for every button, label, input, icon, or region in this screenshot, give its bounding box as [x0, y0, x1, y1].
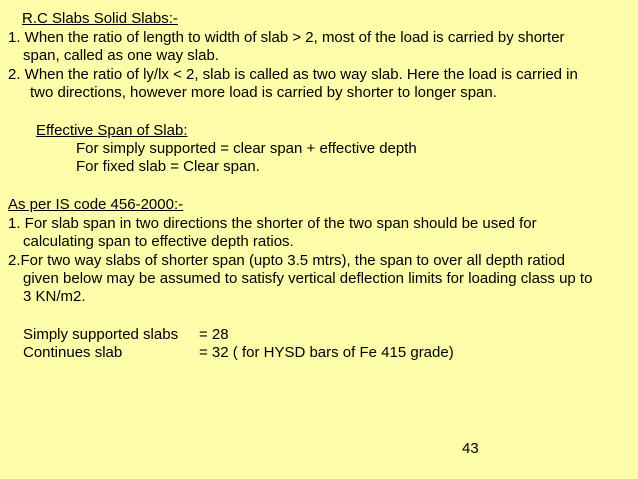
effective-span-simply-supported: For simply supported = clear span + effective depth — [76, 140, 417, 157]
point2-line2: two directions, however more load is carried by shorter to longer span. — [30, 84, 497, 101]
ratio-label: Continues slab — [23, 344, 123, 361]
point2-line1: 2. When the ratio of ly/lx < 2, slab is called as two way slab. Here the load is carried in — [8, 66, 578, 83]
ratio-simply-supported — [23, 326, 229, 344]
ratio-label: Simply supported slabs — [23, 326, 179, 343]
ratio-value: = 28 — [199, 326, 229, 343]
page-number: 43 — [462, 440, 479, 457]
is-code-point2-line2: given below may be assumed to satisfy vertical deflection limits for loading class up to — [23, 270, 593, 287]
point1-line1: 1. When the ratio of length to width of slab > 2, most of the load is carried by shorter — [8, 29, 565, 46]
is-code-point1-line2: calculating span to effective depth ratios. — [23, 233, 294, 250]
ratio-continues-slab — [23, 344, 454, 362]
is-code-point1-line1: 1. For slab span in two directions the shorter of the two span should be used for — [8, 215, 537, 232]
effective-span-fixed: For fixed slab = Clear span. — [76, 158, 260, 175]
is-code-title: As per IS code 456-2000:- — [8, 196, 184, 213]
effective-span-title: Effective Span of Slab: — [36, 122, 188, 139]
is-code-point2-line1: 2.For two way slabs of shorter span (upto 3.5 mtrs), the span to over all depth ratiod — [8, 252, 565, 269]
heading: R.C Slabs Solid Slabs:- — [22, 10, 178, 27]
ratio-value: = 32 ( for HYSD bars of Fe 415 grade) — [199, 344, 454, 361]
is-code-point2-line3: 3 KN/m2. — [23, 288, 86, 305]
point1-line2: span, called as one way slab. — [23, 47, 219, 64]
